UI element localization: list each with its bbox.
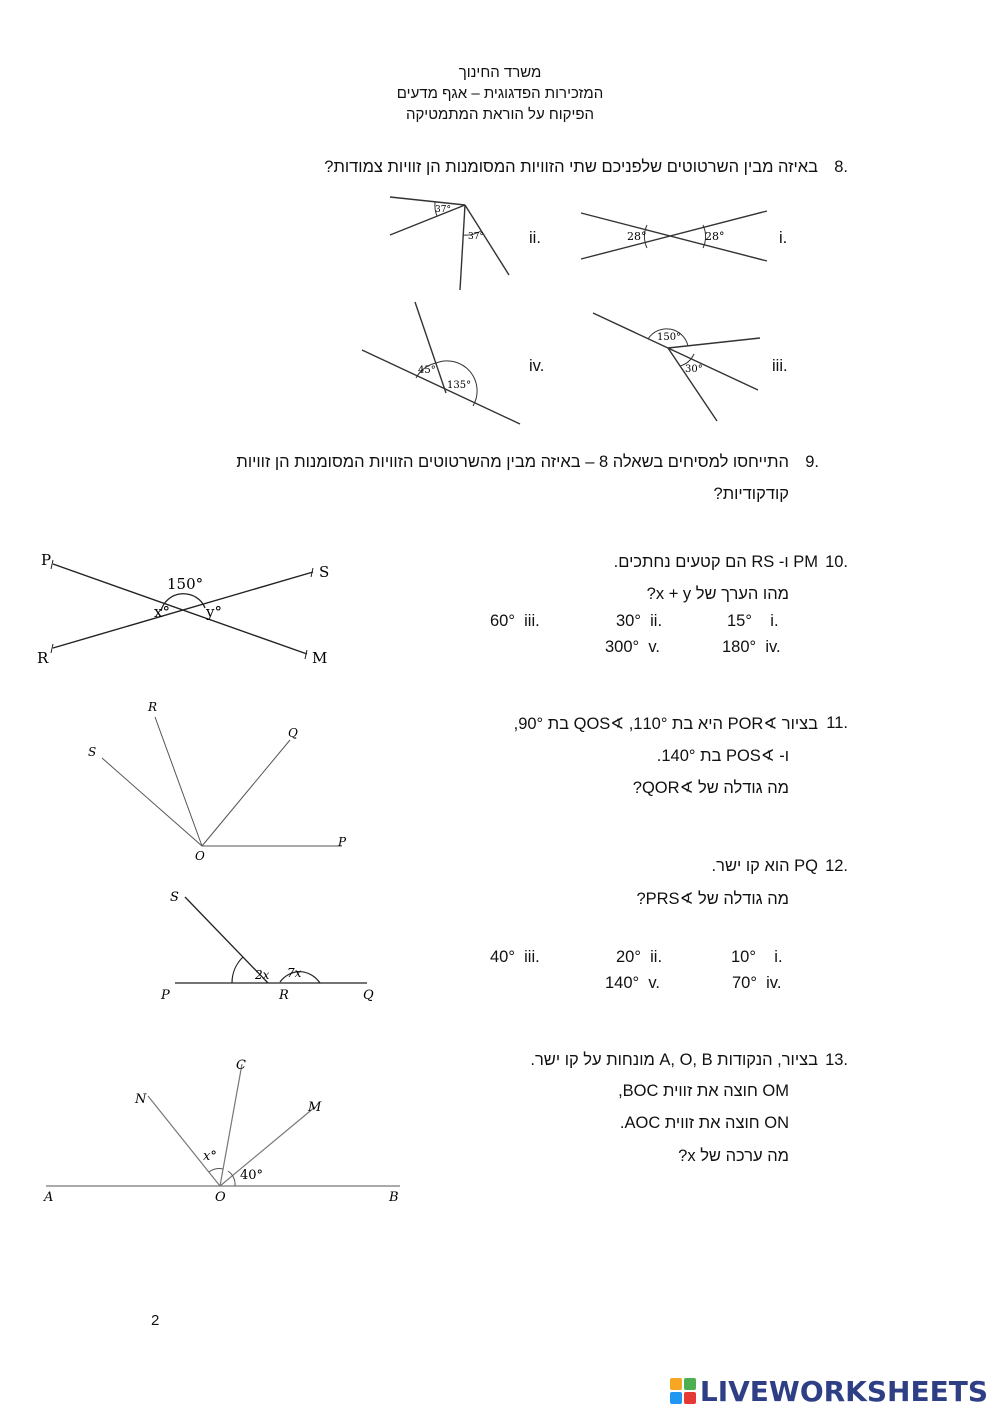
q13-label-A: A bbox=[44, 1190, 54, 1205]
q12-angle-7x: 7x bbox=[287, 966, 302, 980]
q10-number: 10. bbox=[825, 553, 848, 571]
q11-text: 11. בציור ∢POR היא בת 110°, ∢QOS בת 90°, bbox=[513, 714, 848, 733]
q8-iii-angle-a: 150° bbox=[657, 332, 682, 343]
q10-angle-y: y° bbox=[206, 603, 222, 621]
q11-label-S: S bbox=[88, 745, 97, 759]
q10-label-P: P bbox=[41, 551, 52, 569]
q10-question: מהו הערך של x + y? bbox=[646, 585, 789, 603]
q8-figure-ii bbox=[385, 185, 515, 295]
q12-option-i: 10° i. bbox=[731, 948, 783, 966]
q13-label-O: O bbox=[215, 1190, 226, 1205]
q10-option-iv: 180° iv. bbox=[722, 638, 781, 656]
q10-label-R: R bbox=[37, 649, 49, 667]
q8-label-ii: ii. bbox=[529, 229, 541, 247]
header-supervision: הפיקוח על הוראת המתמטיקה bbox=[405, 106, 595, 123]
q13-question: מה ערכה של x? bbox=[678, 1147, 789, 1165]
logo-square-3 bbox=[670, 1392, 682, 1404]
q12-label-R: R bbox=[279, 988, 289, 1003]
q9-text-line2: קודקודיות? bbox=[713, 485, 789, 503]
q8-ii-angle-b: 37° bbox=[468, 232, 484, 242]
q10-option-ii: 30° ii. bbox=[616, 612, 663, 630]
q9-number: 9. bbox=[805, 453, 819, 471]
liveworksheets-logo-text: LIVEWORKSHEETS bbox=[699, 1374, 988, 1408]
q10-option-iii: 60° iii. bbox=[490, 612, 540, 630]
q10-figure bbox=[35, 550, 335, 670]
logo-square-2 bbox=[684, 1378, 696, 1390]
q12-number: 12. bbox=[825, 857, 848, 875]
q11-label-O: O bbox=[195, 849, 205, 863]
q12-option-iv: 70° iv. bbox=[732, 974, 782, 992]
q8-figure-iv bbox=[360, 300, 525, 430]
q11-label-R: R bbox=[148, 700, 158, 714]
q12-label-P: P bbox=[161, 988, 170, 1003]
q8-label-i: i. bbox=[779, 229, 788, 247]
page-number: 2 bbox=[151, 1312, 160, 1329]
q13-angle-40: 40° bbox=[240, 1168, 264, 1183]
liveworksheets-logo[interactable] bbox=[670, 1374, 988, 1408]
q10-label-S: S bbox=[319, 563, 330, 581]
q12-label-S: S bbox=[170, 890, 179, 905]
liveworksheets-logo-icon bbox=[670, 1378, 696, 1404]
q12-label-Q: Q bbox=[363, 988, 374, 1003]
q13-number: 13. bbox=[825, 1051, 848, 1069]
q8-iv-angle-a: 45° bbox=[418, 365, 436, 376]
q11-label-Q: Q bbox=[288, 726, 298, 740]
q8-ii-angle-a: 37° bbox=[435, 205, 451, 215]
q11-number: 11. bbox=[826, 714, 848, 732]
q10-label-M: M bbox=[312, 649, 328, 667]
q8-text: 8. באיזה מבין השרטוטים שלפניכם שתי הזוויות המסומנות הן זוויות צמודות? bbox=[324, 158, 848, 176]
q10-option-i: 15° i. bbox=[727, 612, 779, 630]
header-ministry: משרד החינוך bbox=[458, 64, 542, 81]
header-department: המזכירות הפדגוגית – אגף מדעים bbox=[396, 85, 604, 102]
q13-label-M: M bbox=[308, 1100, 322, 1115]
q11-question: מה גודלה של ∢QOR? bbox=[632, 779, 789, 797]
q10-angle-150: 150° bbox=[167, 575, 204, 593]
q13-text-line3: ON חוצה את זווית AOC. bbox=[619, 1114, 789, 1132]
q8-number: 8. bbox=[834, 158, 848, 176]
q12-figure bbox=[155, 885, 385, 1005]
q13-text-line2: OM חוצה את זווית BOC, bbox=[618, 1082, 789, 1100]
q11-label-P: P bbox=[338, 835, 347, 849]
q13-angle-x: x° bbox=[203, 1149, 217, 1164]
q11-figure bbox=[80, 695, 360, 865]
logo-square-4 bbox=[684, 1392, 696, 1404]
q8-figure-i bbox=[575, 205, 775, 265]
q8-label-iii: iii. bbox=[772, 357, 788, 375]
q13-label-B: B bbox=[389, 1190, 399, 1205]
q8-iv-angle-b: 135° bbox=[447, 380, 472, 391]
q12-question: מה גודלה של ∢PRS? bbox=[636, 890, 789, 908]
q13-text: 13. בציור, הנקודות A, O, B מונחות על קו ישר. bbox=[530, 1051, 848, 1069]
q13-label-C: C bbox=[236, 1058, 246, 1073]
q8-i-angle-b: 28° bbox=[705, 230, 725, 243]
q8-figure-iii bbox=[590, 310, 765, 425]
q11-text-line2: ו- ∢POS בת 140°. bbox=[656, 747, 789, 765]
q13-figure bbox=[40, 1055, 410, 1210]
q9-text: 9. התייחסו למסיחים בשאלה 8 – באיזה מבין מהשרטוטים הזוויות המסומנות הן זוויות bbox=[236, 453, 819, 471]
q10-text: 10. PM ו- RS הם קטעים נחתכים. bbox=[613, 553, 848, 571]
q12-option-ii: 20° ii. bbox=[616, 948, 663, 966]
logo-square-1 bbox=[670, 1378, 682, 1390]
q12-angle-2x: 2x bbox=[255, 968, 270, 982]
q8-label-iv: iv. bbox=[529, 357, 545, 375]
q8-i-angle-a: 28° bbox=[627, 230, 647, 243]
q10-angle-x: x° bbox=[154, 603, 170, 621]
q13-label-N: N bbox=[135, 1092, 147, 1107]
q12-text: 12. PQ הוא קו ישר. bbox=[711, 857, 848, 875]
q10-option-v: 300° v. bbox=[605, 638, 660, 656]
q12-option-iii: 40° iii. bbox=[490, 948, 540, 966]
q12-option-v: 140° v. bbox=[605, 974, 660, 992]
q8-iii-angle-b: 30° bbox=[685, 364, 703, 375]
